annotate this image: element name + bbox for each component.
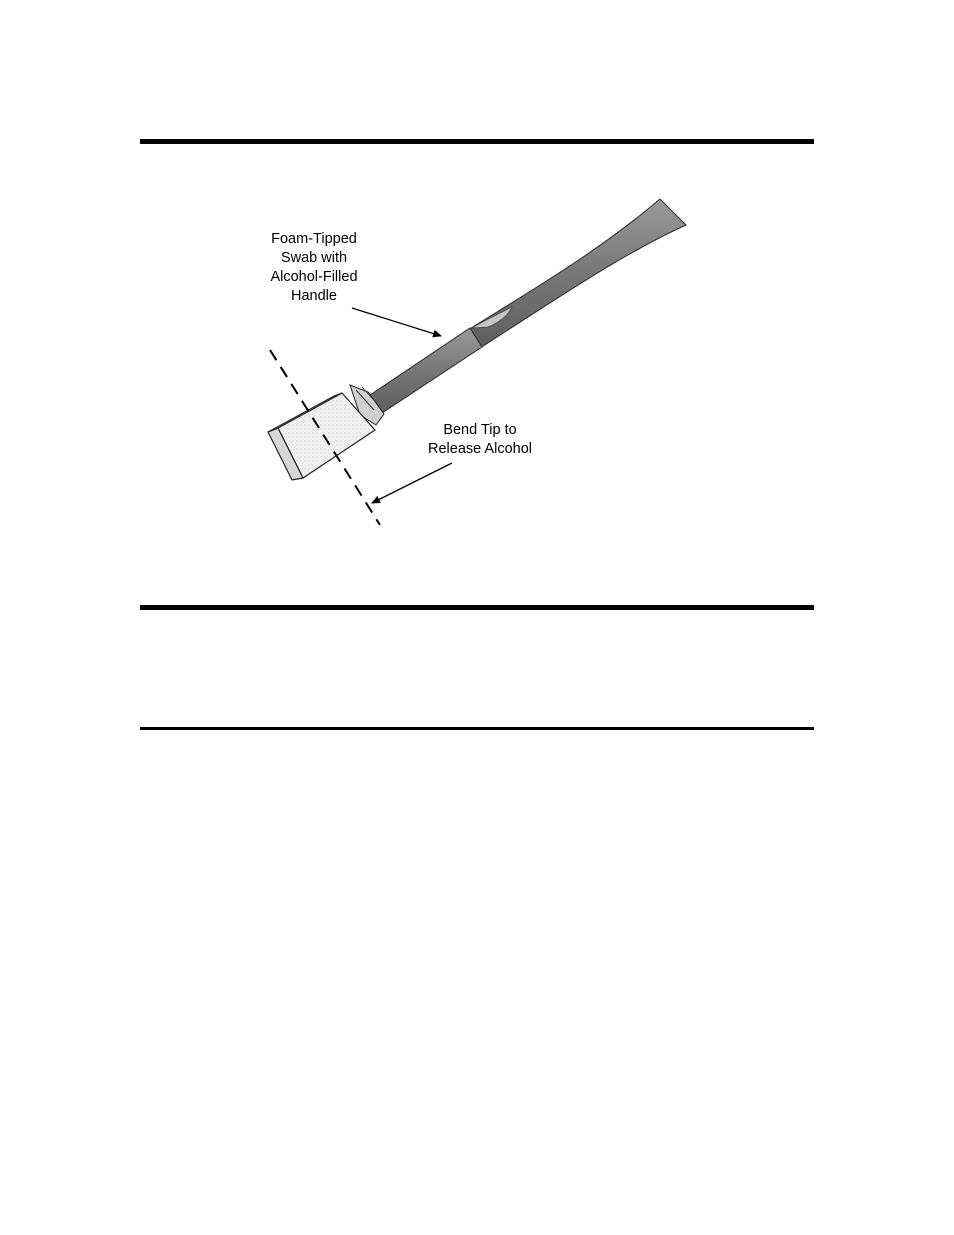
handle-shaft [370,328,482,413]
swab-label: Foam-Tipped Swab with Alcohol-Filled Handle [270,231,358,304]
handle-flared-end [468,199,686,348]
bend-leader-arrow [372,463,452,503]
bend-label: Bend Tip to Release Alcohol [428,422,532,457]
swab-leader-arrow [352,308,441,336]
